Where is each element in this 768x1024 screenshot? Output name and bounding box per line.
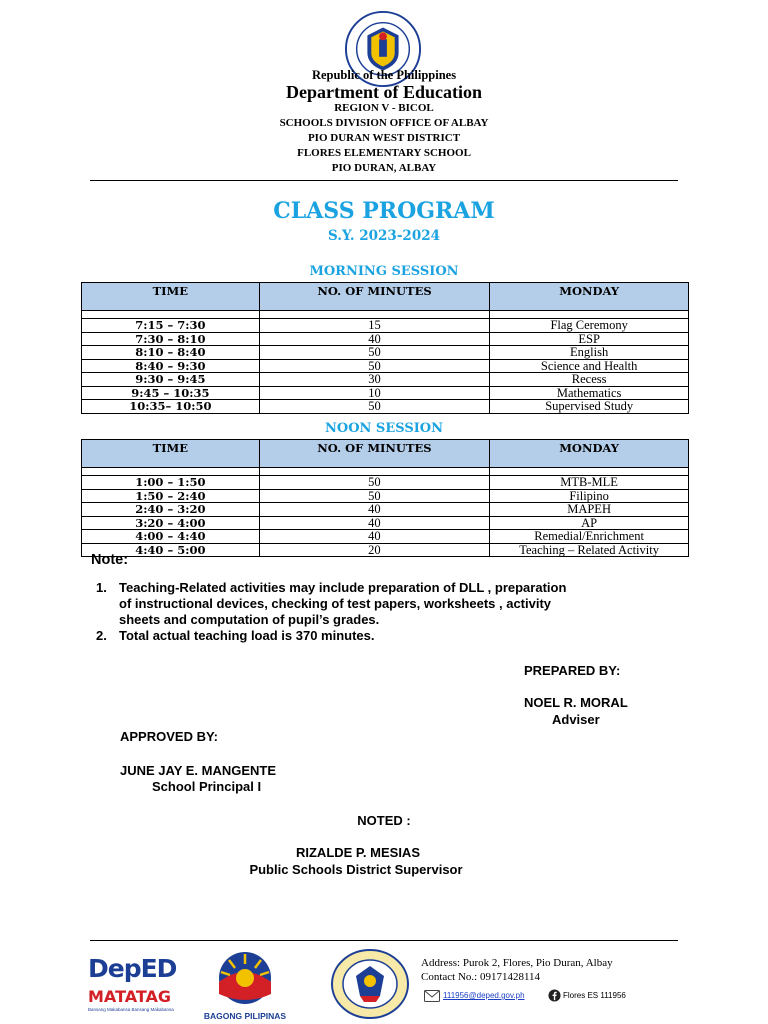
subject-cell: Teaching – Related Activity	[490, 543, 689, 557]
table-header-row	[82, 440, 689, 468]
bagong-pilipinas-wordmark: BAGONG PILIPINAS	[203, 1011, 287, 1021]
time-cell: 10:35– 10:50	[82, 400, 260, 414]
morning-session-heading: MORNING SESSION	[309, 264, 459, 279]
table-header-row	[82, 283, 689, 311]
note-list	[96, 580, 696, 644]
table-row	[82, 346, 689, 360]
column-header-minutes: NO. OF MINUTES	[259, 283, 490, 311]
footer-divider	[90, 940, 678, 941]
facebook-icon	[548, 989, 561, 1002]
school-line: FLORES ELEMENTARY SCHOOL	[297, 147, 471, 159]
note-item	[96, 580, 696, 628]
footer-email-link[interactable]: 111956@deped.gov.ph	[443, 991, 525, 1000]
matatag-wordmark: MATATAG	[88, 987, 172, 1006]
header-divider	[90, 180, 678, 181]
subject-cell: Flag Ceremony	[490, 319, 689, 333]
approved-by-label: APPROVED BY:	[120, 729, 218, 744]
table-row	[82, 516, 689, 530]
column-header-minutes: NO. OF MINUTES	[259, 440, 490, 468]
minutes-cell: 40	[259, 503, 490, 517]
time-cell: 9:45 – 10:35	[82, 386, 260, 400]
minutes-cell: 40	[259, 516, 490, 530]
time-cell: 7:15 – 7:30	[82, 319, 260, 333]
time-cell: 2:40 – 3:20	[82, 503, 260, 517]
department-line: Department of Education	[286, 82, 482, 102]
program-title: CLASS PROGRAM	[273, 198, 495, 224]
table-row	[82, 373, 689, 387]
bagong-pilipinas-emblem	[200, 948, 290, 1006]
table-row	[82, 543, 689, 557]
minutes-cell: 50	[259, 476, 490, 490]
division-line: SCHOOLS DIVISION OFFICE OF ALBAY	[279, 117, 489, 129]
table-row	[82, 332, 689, 346]
time-cell: 1:50 – 2:40	[82, 489, 260, 503]
time-cell: 1:00 – 1:50	[82, 476, 260, 490]
subject-cell: Recess	[490, 373, 689, 387]
minutes-cell: 30	[259, 373, 490, 387]
column-header-time: TIME	[82, 283, 260, 311]
time-cell: 8:40 – 9:30	[82, 359, 260, 373]
table-row	[82, 503, 689, 517]
minutes-cell: 50	[259, 346, 490, 360]
prepared-by-title: Adviser	[552, 712, 600, 727]
subject-cell: Remedial/Enrichment	[490, 530, 689, 544]
minutes-cell: 10	[259, 386, 490, 400]
prepared-by-label: PREPARED BY:	[524, 663, 621, 678]
mail-icon	[424, 990, 440, 1002]
time-cell: 7:30 – 8:10	[82, 332, 260, 346]
note-label: Note:	[91, 552, 129, 568]
school-seal-logo	[330, 948, 410, 1020]
minutes-cell: 15	[259, 319, 490, 333]
minutes-cell: 40	[259, 332, 490, 346]
time-cell: 4:40 – 5:00	[82, 543, 260, 557]
table-row	[82, 319, 689, 333]
republic-line: Republic of the Philippines	[311, 68, 457, 82]
school-year: S.Y. 2023-2024	[327, 228, 440, 244]
note-line: sheets and computation of pupil’s grades.	[119, 612, 380, 627]
subject-cell: Filipino	[490, 489, 689, 503]
subject-cell: MAPEH	[490, 503, 689, 517]
time-cell: 3:20 – 4:00	[82, 516, 260, 530]
noted-title: Public Schools District Supervisor	[249, 862, 463, 877]
minutes-cell: 50	[259, 400, 490, 414]
column-header-monday: MONDAY	[490, 440, 689, 468]
subject-cell: Supervised Study	[490, 400, 689, 414]
minutes-cell: 50	[259, 359, 490, 373]
prepared-by-name: NOEL R. MORAL	[524, 695, 628, 710]
table-row	[82, 530, 689, 544]
deped-wordmark: DepED	[88, 954, 177, 983]
table-row	[82, 359, 689, 373]
table-row	[82, 489, 689, 503]
column-header-time: TIME	[82, 440, 260, 468]
note-item	[96, 628, 696, 644]
table-row	[82, 476, 689, 490]
matatag-tagline: Bansang Makabansa Bansang Makabansa	[88, 1007, 174, 1012]
table-row	[82, 400, 689, 414]
note-number: 2.	[96, 628, 107, 643]
location-line: PIO DURAN, ALBAY	[331, 162, 437, 174]
note-line: Teaching-Related activities may include preparation of DLL , preparation	[119, 580, 567, 595]
table-row	[82, 386, 689, 400]
bagong-pilipinas-logo	[200, 948, 290, 1020]
note-line: of instructional devices, checking of test papers, worksheets , activity	[119, 596, 552, 611]
subject-cell: MTB-MLE	[490, 476, 689, 490]
time-cell: 4:00 – 4:40	[82, 530, 260, 544]
minutes-cell: 40	[259, 530, 490, 544]
region-line: REGION V - BICOL	[334, 102, 434, 114]
subject-cell: English	[490, 346, 689, 360]
column-header-monday: MONDAY	[490, 283, 689, 311]
minutes-cell: 20	[259, 543, 490, 557]
noted-label: NOTED :	[357, 813, 411, 828]
noted-name: RIZALDE P. MESIAS	[295, 845, 420, 860]
morning-schedule-table	[81, 282, 689, 414]
deped-matatag-logo	[88, 955, 194, 1017]
subject-cell: Mathematics	[490, 386, 689, 400]
subject-cell: Science and Health	[490, 359, 689, 373]
approved-by-name: JUNE JAY E. MANGENTE	[120, 763, 277, 778]
footer-facebook-link[interactable]: Flores ES 111956	[563, 991, 626, 1000]
minutes-cell: 50	[259, 489, 490, 503]
time-cell: 9:30 – 9:45	[82, 373, 260, 387]
footer-address: Address: Purok 2, Flores, Pio Duran, Albay	[421, 957, 613, 969]
subject-cell: AP	[490, 516, 689, 530]
approved-by-title: School Principal I	[152, 779, 262, 794]
noon-session-heading: NOON SESSION	[324, 421, 443, 436]
footer-contact: Contact No.: 09171428114	[421, 971, 541, 983]
subject-cell: ESP	[490, 332, 689, 346]
time-cell: 8:10 – 8:40	[82, 346, 260, 360]
district-line: PIO DURAN WEST DISTRICT	[307, 132, 461, 144]
note-number: 1.	[96, 580, 107, 595]
noon-schedule-table	[81, 439, 689, 557]
note-line: Total actual teaching load is 370 minutes.	[119, 628, 375, 643]
